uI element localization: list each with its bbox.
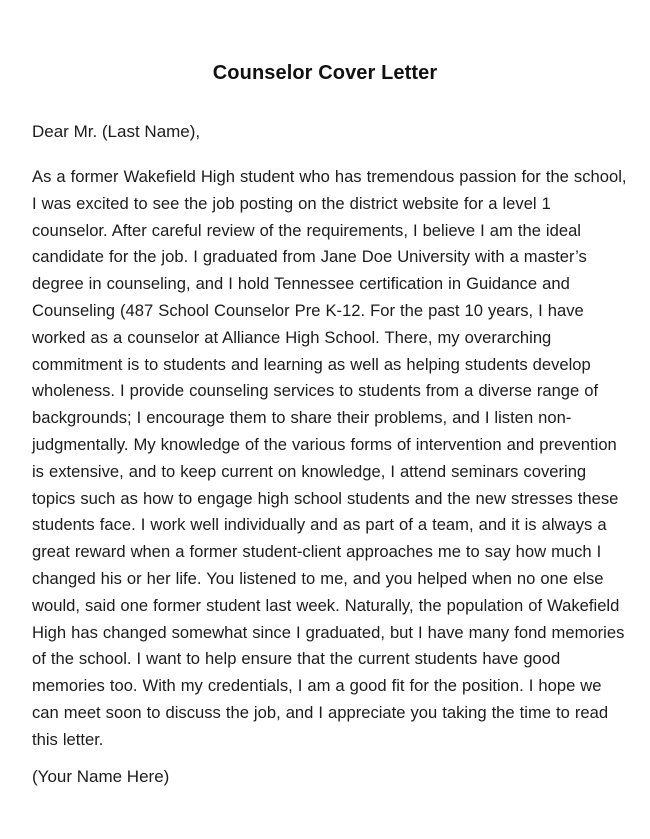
salutation: Dear Mr. (Last Name), [32, 122, 201, 141]
letter-title: Counselor Cover Letter [212, 62, 438, 84]
signature: (Your Name Here) [32, 767, 170, 786]
letter-body: As a former Wakefield High student who has tremendous passion for the school, I was excited to see the job posting on the district website for a level 1 counselor. After careful review of the requirements, I believe I am the ideal candidate for the job. I graduated from Jane Doe University with a master’s degree in counseling, and I hold Tennessee certification in Guidance and Counseling (487 School Counselor Pre K-12. For the past 10 years, I have worked as a counselor at Alliance High School. There, my overarching commitment is to students and learning as well as helping students develop wholeness. I provide counseling services to students from a diverse range of backgrounds; I encourage them to share their problems, and I listen non-judgmentally. My knowledge of the various forms of intervention and prevention is extensive, and to keep current on knowledge, I attend seminars covering topics such as how to engage high school students and the new stresses these students face. I work well individually and as part of a team, and it is always a great reward when a former student-client approaches me to say how much I changed his or her life. You listened to me, and you helped when no one else would, said one former student last week. Naturally, the population of Wakefield High has changed somewhat since I graduated, but I have many fond memories of the school. I want to help ensure that the current students have good memories too. With my credentials, I am a good fit for the position. I hope we can meet soon to discuss the job, and I appreciate you taking the time to read this letter. [32, 167, 627, 749]
